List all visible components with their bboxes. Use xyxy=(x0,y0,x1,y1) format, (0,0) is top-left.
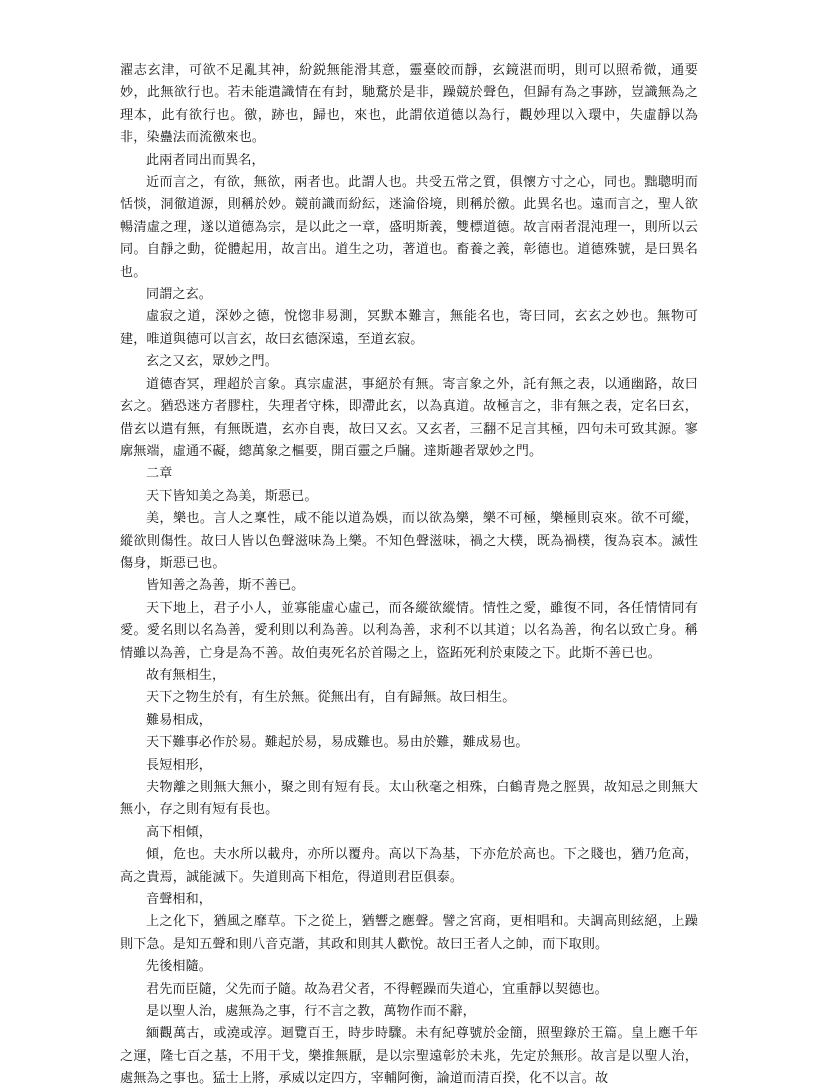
chapter-heading: 二章 xyxy=(146,466,173,482)
classic-line-18: 高下相傾， xyxy=(146,824,212,840)
classic-line-3: 同謂之玄。 xyxy=(146,287,212,303)
commentary-paragraph-23: 君先而臣隨，父先而子隨。故為君父者，不得輕躁而失道心，宜重靜以契德也。 xyxy=(146,981,608,997)
commentary-paragraph-17: 夫物離之則無大無小，聚之則有短有長。太山秋毫之相殊，白鶴青鳧之脛異，故知忌之則無大無小，存之則有短有長也。 xyxy=(120,780,698,818)
classic-line-5: 玄之又玄，眾妙之門。 xyxy=(146,354,278,370)
classic-line-20: 音聲相和， xyxy=(146,892,212,908)
commentary-paragraph-21: 上之化下，猶風之靡草。下之從上，猶響之應聲。譬之宮商，更相唱和。夫調高則絃絕，上躁則下急。是知五聲和則八音克諧，其政和則其人歡悅。故曰王者人之帥，而下取則。 xyxy=(120,914,698,952)
classic-line-1: 此兩者同出而異名， xyxy=(146,152,265,168)
commentary-paragraph-19: 傾，危也。夫水所以載舟，亦所以覆舟。高以下為基，下亦危於高也。下之賤也，猶乃危高，高之貴焉，誠能滅下。失道則高下相危，得道則君臣俱泰。 xyxy=(120,847,698,885)
commentary-paragraph-11: 天下地上，君子小人，並寡能虛心虛己，而各縱欲縱情。情性之愛，雖復不同，各任情情同有愛。愛名則以名為善，愛利則以利為善。以利為善，求利不以其道；以名為善，徇名以致亡身。稱情雖以為善，亡身是為不善。故伯夷死名於首陽之上，盜跖死利於東陵之下。此斯不善已也。 xyxy=(120,600,698,661)
classic-line-16: 長短相形， xyxy=(146,757,212,773)
classic-line-14: 難易相成， xyxy=(146,712,212,728)
commentary-paragraph-4: 虛寂之道，深妙之德，悅惚非易測，冥默本難言，無能名也，寄曰同，玄玄之妙也。無物可建，唯道與德可以言玄，故曰玄德深遠，至道玄寂。 xyxy=(120,309,698,347)
commentary-paragraph-25: 緬觀萬古，或澆或淳。迴覽百王，時步時驟。未有紀尊號於金簡，照聖錄於王篇。皇上應千年之運，隆七百之基，不用干戈，樂推無厭，是以宗聖遠彰於未兆，先定於無形。故言是以聖人治，處無為之事也。猛士上將，承威以定四方，宰輔阿衡，論道而清百揆，化不以言。故 xyxy=(120,1026,698,1087)
document-page xyxy=(120,60,698,1091)
commentary-paragraph-2: 近而言之，有欲，無欲，兩者也。此謂人也。共受五常之質，俱懷方寸之心，同也。黜聰明而恬惔，洞徹道源，則稱於妙。競前識而紛紜，迷淪俗境，則稱於徼。此異名也。遠而言之，聖人欲暢清虛之理，遂以道德為宗，是以此之一章，盛明斯義，雙標道德。故言兩者混沌理一，則所以云同。自靜之動，從體起用，故言出。道生之功，著道也。畜養之義，彰德也。道德殊號，是曰異名也。 xyxy=(120,175,698,280)
paragraph-0: 濯志玄津，可欲不足亂其神，紛鋭無能滑其意，靈臺皎而靜，玄鏡湛而明，則可以照希微，通要妙，此無欲行也。若未能遣識情在有封，馳騖於是非，躁競於聲色，但歸有為之事跡，豈識無為之理本，此有欲行也。徼，跡也，歸也，來也，此謂依道德以為行，觀妙理以入環中，失虛靜以為非，染蠱法而流徼來也。 xyxy=(120,63,698,146)
classic-line-12: 故有無相生， xyxy=(146,667,226,683)
commentary-paragraph-9: 美，樂也。言人之稟性，咸不能以道為娛，而以欲為樂，樂不可極，樂極則哀來。欲不可縱，縱欲則傷性。故曰人皆以色聲滋味為上樂。不知色聲滋味，禍之大樸，既為禍樸，復為哀本。滅性傷身，斯惡已也。 xyxy=(120,511,698,571)
classic-line-24: 是以聖人治，處無為之事，行不言之教，萬物作而不辭， xyxy=(146,1004,476,1020)
classic-line-10: 皆知善之為善，斯不善已。 xyxy=(146,578,305,594)
commentary-paragraph-13: 天下之物生於有，有生於無。從無出有，自有歸無。故曰相生。 xyxy=(146,690,516,706)
classic-line-22: 先後相隨。 xyxy=(146,959,212,975)
classic-line-8: 天下皆知美之為美，斯惡已。 xyxy=(146,488,318,504)
commentary-paragraph-15: 天下難事必作於易。難起於易，易成難也。易由於難，難成易也。 xyxy=(146,735,529,751)
commentary-paragraph-6: 道德杳冥，理超於言象。真宗虛湛，事絕於有無。寄言象之外，託有無之表，以通幽路，故曰玄之。猶恐迷方者膠柱，失理者守株，即滯此玄，以為真道。故極言之，非有無之表，定名曰玄，借玄以遣有無，有無既遣，玄亦自喪，故曰又玄。又玄者，三翻不足言其極，四句未可致其源。寥廓無端，虛通不礙，總萬象之樞要，開百靈之戶牖。達斯趣者眾妙之門。 xyxy=(120,376,698,459)
